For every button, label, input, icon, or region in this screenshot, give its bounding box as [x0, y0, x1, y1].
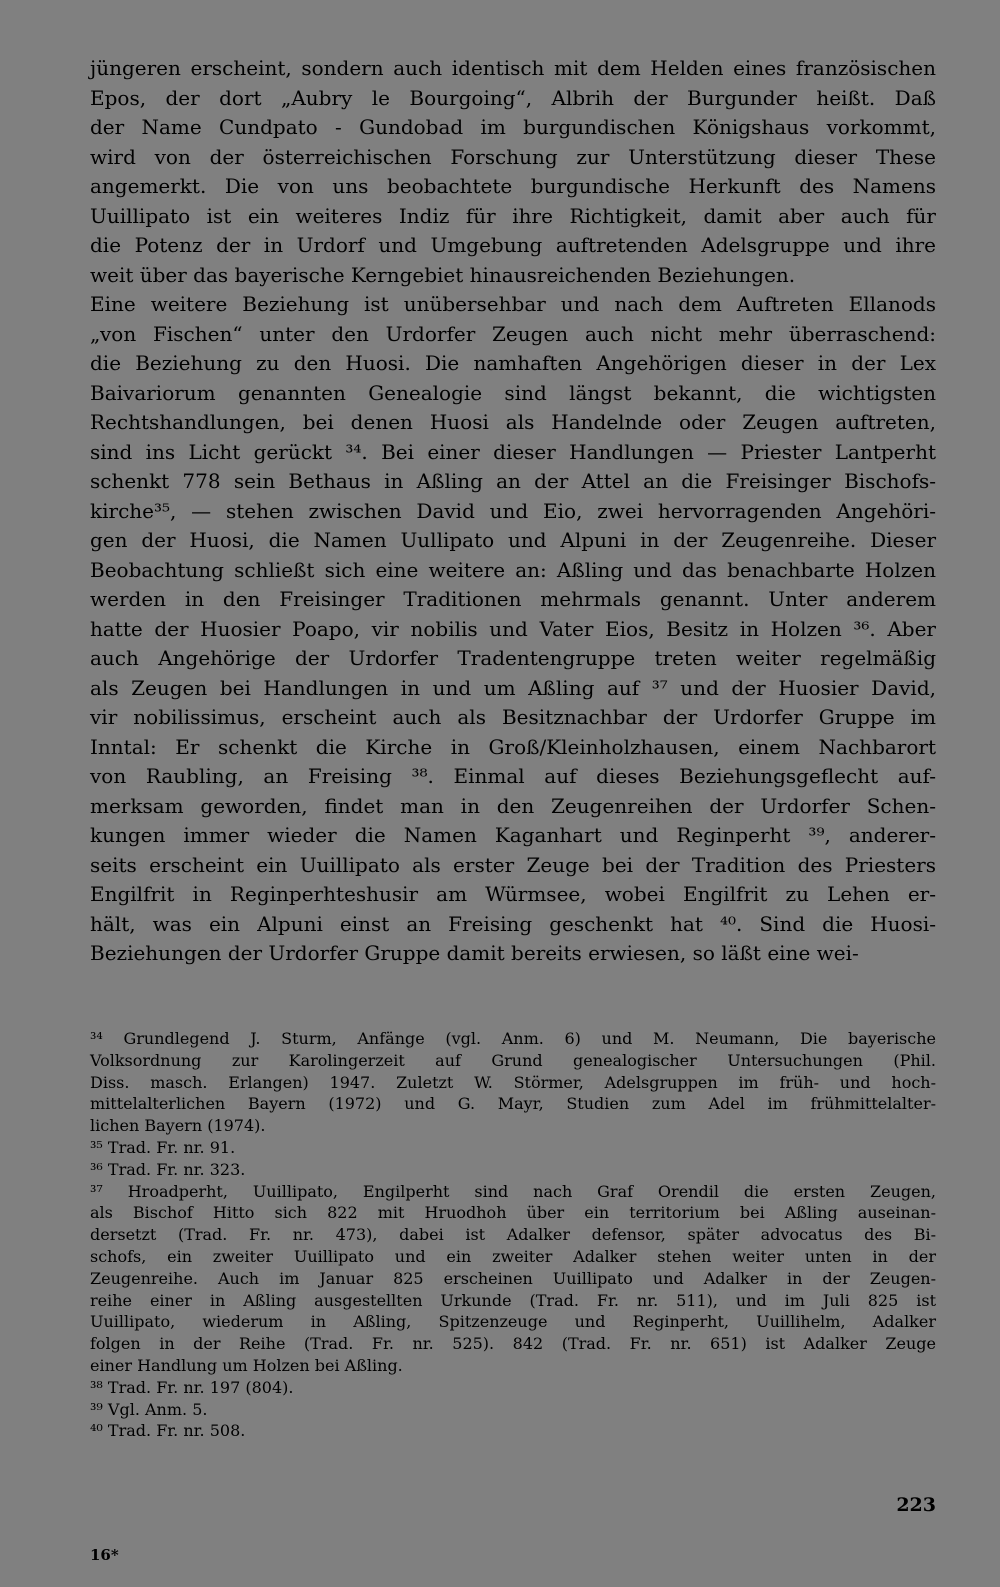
footnote-line: ³⁶ Trad. Fr. nr. 323. [90, 1159, 246, 1179]
footnote-line: mittelalterlichen Bayern (1972) und G. Mayr, Studien zum Adel im frühmittelalter- [90, 1094, 936, 1114]
signature-mark: 16* [90, 1546, 119, 1564]
footnote-line: einer Handlung um Holzen bei Aßling. [90, 1355, 403, 1375]
footnote-line: ³⁴ Grundlegend J. Sturm, Anfänge (vgl. Anm. 6) und M. Neumann, Die bayerische [90, 1029, 936, 1048]
text-line: jüngeren erscheint, sondern auch identisch mit dem Helden eines französischen [90, 56, 936, 80]
text-line: angemerkt. Die von uns beobachtete burgundische Herkunft des Namens [90, 174, 936, 198]
text-line: sind ins Licht gerückt ³⁴. Bei einer dieser Handlungen — Priester Lantperht [90, 439, 936, 464]
text-line: Eine weitere Beziehung ist unübersehbar und nach dem Auftreten Ellanods [90, 292, 936, 316]
footnote-line: ⁴⁰ Trad. Fr. nr. 508. [90, 1421, 246, 1441]
text-line: „von Fischen“ unter den Urdorfer Zeugen auch nicht mehr überraschend: [90, 321, 936, 346]
footnote-line: Uuillipato, wiederum in Aßling, Spitzenzeuge und Reginperht, Uuillihelm, Adalker [90, 1312, 936, 1332]
text-line: Rechtshandlungen, bei denen Huosi als Handelnde oder Zeugen auftreten, [90, 410, 936, 434]
text-line: weit über das bayerische Kerngebiet hinausreichenden Beziehungen. [90, 262, 796, 287]
text-line: als Zeugen bei Handlungen in und um Aßling auf ³⁷ und der Huosier David, [90, 675, 936, 700]
text-line: Epos, der dort „Aubry le Bourgoing“, Albrih der Burgunder heißt. Daß [90, 85, 936, 110]
main-text [90, 54, 936, 969]
text-line: Beziehungen der Urdorfer Gruppe damit bereits erwiesen, so läßt eine wei- [90, 941, 859, 965]
text-line: vir nobilissimus, erscheint auch als Besitznachbar der Urdorfer Gruppe im [90, 705, 936, 729]
footnote-line: lichen Bayern (1974). [90, 1116, 266, 1136]
text-line: hatte der Huosier Poapo, vir nobilis und Vater Eios, Besitz in Holzen ³⁶. Aber [90, 616, 936, 641]
footnote-line: schofs, ein zweiter Uuillipato und ein zweiter Adalker stehen weiter unten in der [90, 1246, 936, 1266]
text-line: die Potenz der in Urdorf und Umgebung auftretenden Adelsgruppe und ihre [90, 233, 936, 257]
text-line: kungen immer wieder die Namen Kaganhart und Reginperht ³⁹, anderer- [90, 823, 936, 847]
text-line: werden in den Freisinger Traditionen mehrmals genannt. Unter anderem [90, 587, 936, 611]
text-line: seits erscheint ein Uuillipato als erster Zeuge bei der Tradition des Priesters [90, 852, 936, 877]
footnote-line: als Bischof Hitto sich 822 mit Hruodhoh über ein territorium bei Aßling auseinan- [90, 1203, 936, 1223]
footnote-line: ³⁵ Trad. Fr. nr. 91. [90, 1137, 236, 1157]
text-line: Beobachtung schließt sich eine weitere an: Aßling und das benachbarte Holzen [90, 557, 936, 582]
text-line: kirche³⁵, — stehen zwischen David und Eio, zwei hervorragenden Angehöri- [90, 498, 936, 523]
footnote-line: ³⁸ Trad. Fr. nr. 197 (804). [90, 1377, 294, 1397]
footnote-line: ³⁷ Hroadperht, Uuillipato, Engilperht sind nach Graf Orendil die ersten Zeugen, [90, 1181, 936, 1201]
text-line: Uuillipato ist ein weiteres Indiz für ihre Richtigkeit, damit aber auch für [90, 203, 936, 228]
footnote-line: folgen in der Reihe (Trad. Fr. nr. 525). 842 (Trad. Fr. nr. 651) ist Adalker Zeuge [90, 1334, 936, 1354]
text-line: wird von der österreichischen Forschung zur Unterstützung dieser These [90, 144, 936, 169]
text-line: hält, was ein Alpuni einst an Freising geschenkt hat ⁴⁰. Sind die Huosi- [90, 911, 936, 936]
text-line: merksam geworden, findet man in den Zeugenreihen der Urdorfer Schen- [90, 793, 936, 818]
footnote-line: Zeugenreihe. Auch im Januar 825 erscheinen Uuillipato und Adalker in der Zeugen- [90, 1268, 936, 1288]
footnote-line: reihe einer in Aßling ausgestellten Urkunde (Trad. Fr. nr. 511), und im Juli 825 ist [90, 1290, 936, 1310]
text-line: auch Angehörige der Urdorfer Tradentengruppe treten weiter regelmäßig [90, 646, 936, 670]
text-line: die Beziehung zu den Huosi. Die namhaften Angehörigen dieser in der Lex [90, 351, 936, 375]
footnote-line: Diss. masch. Erlangen) 1947. Zuletzt W. Störmer, Adelsgruppen im früh- und hoch- [90, 1072, 936, 1092]
footnotes [90, 1028, 936, 1442]
text-line: gen der Huosi, die Namen Uullipato und Alpuni in der Zeugenreihe. Dieser [90, 528, 936, 552]
text-line: Engilfrit in Reginperhteshusir am Würmsee, wobei Engilfrit zu Lehen er- [90, 882, 936, 906]
footnote-line: ³⁹ Vgl. Anm. 5. [90, 1399, 208, 1419]
text-line: von Raubling, an Freising ³⁸. Einmal auf dieses Beziehungsgeflecht auf- [90, 764, 936, 788]
footnote-line: dersetzt (Trad. Fr. nr. 473), dabei ist Adalker defensor, später advocatus des Bi- [90, 1225, 936, 1245]
footnote-line: Volksordnung zur Karolingerzeit auf Grund genealogischer Untersuchungen (Phil. [90, 1050, 936, 1070]
text-line: der Name Cundpato - Gundobad im burgundischen Königshaus vorkommt, [90, 115, 936, 139]
text-line: Inntal: Er schenkt die Kirche in Groß/Kleinholzhausen, einem Nachbarort [90, 734, 936, 759]
text-line: schenkt 778 sein Bethaus in Aßling an der Attel an die Freisinger Bischofs- [90, 469, 936, 493]
text-line: Baivariorum genannten Genealogie sind längst bekannt, die wichtigsten [90, 380, 936, 405]
page-number: 223 [896, 1494, 936, 1516]
